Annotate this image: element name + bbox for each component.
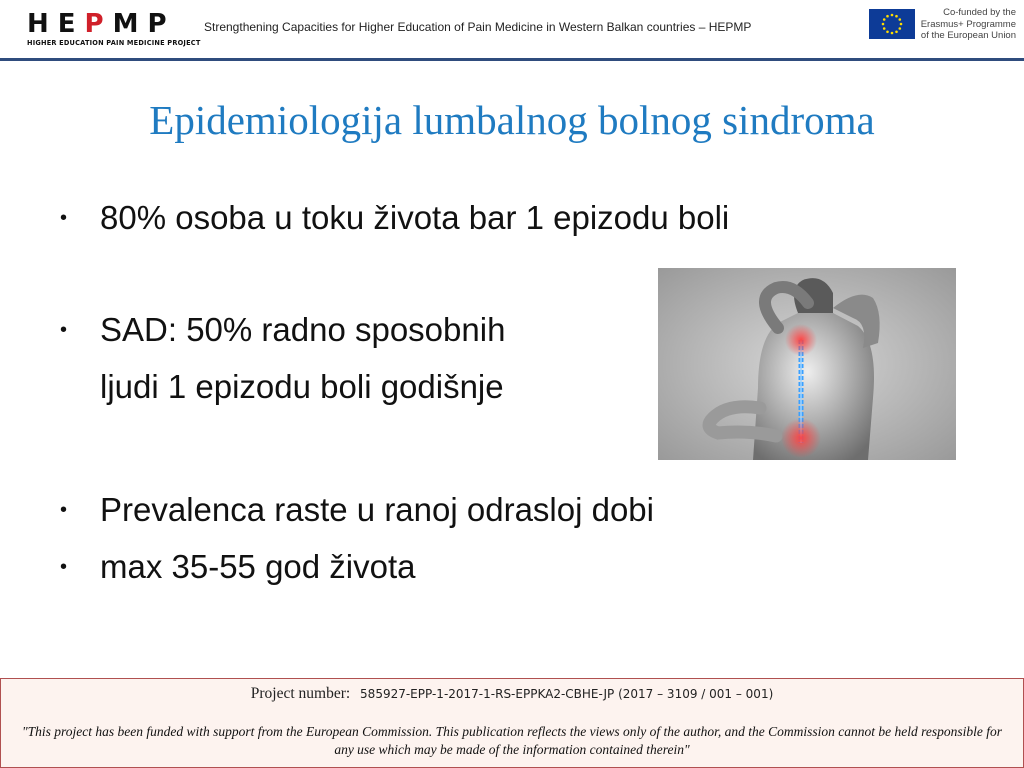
eu-flag-icon bbox=[869, 9, 915, 39]
funding-disclaimer: "This project has been funded with support from the European Commission. This publication reflects the views only of the author, and the Commission cannot be held responsible for any use which may be made of the information contained therein" bbox=[22, 724, 1002, 757]
project-number-label: Project number: bbox=[250, 685, 351, 702]
project-title: Strengthening Capacities for Higher Education of Pain Medicine in Western Balkan countries – HEPMP bbox=[204, 20, 752, 34]
header-divider bbox=[0, 58, 1024, 61]
bullet-marker: • bbox=[60, 556, 68, 578]
bullet-text: Prevalenca raste u ranoj odrasloj dobi bbox=[100, 491, 654, 528]
slide-title: Epidemiologija lumbalnog bolnog sindroma bbox=[149, 97, 875, 143]
project-number-line bbox=[1, 685, 1023, 703]
hepmp-logo bbox=[27, 9, 201, 50]
eu-line-3: of the European Union bbox=[920, 30, 1016, 41]
back-pain-photo bbox=[658, 268, 956, 460]
logo-subtitle: HIGHER EDUCATION PAIN MEDICINE PROJECT bbox=[27, 39, 201, 47]
eu-line-2: Erasmus+ Programme bbox=[920, 18, 1016, 30]
back-pain-illustration bbox=[658, 268, 956, 460]
eu-stars bbox=[869, 9, 915, 39]
bullet-text: max 35-55 god života bbox=[100, 548, 416, 585]
slide-header bbox=[0, 0, 1024, 60]
bullet-marker: • bbox=[60, 319, 68, 341]
bullet-text: 80% osoba u toku života bar 1 epizodu boli bbox=[100, 199, 730, 236]
logo-wordmark: HEPMP bbox=[27, 9, 176, 39]
bullet-text: SAD: 50% radno sposobnih bbox=[100, 311, 506, 348]
slide-footer bbox=[0, 678, 1024, 768]
project-number-value: 585927-EPP-1-2017-1-RS-EPPKA2-CBHE-JP (2017 – 3109 / 001 – 001) bbox=[360, 687, 774, 701]
bullet-marker: • bbox=[60, 207, 68, 229]
eu-line-1: Co-funded by the bbox=[943, 7, 1016, 18]
bullet-text: ljudi 1 epizodu boli godišnje bbox=[100, 368, 504, 405]
eu-cofunding-text bbox=[921, 7, 1016, 42]
bullet-marker: • bbox=[60, 499, 68, 521]
